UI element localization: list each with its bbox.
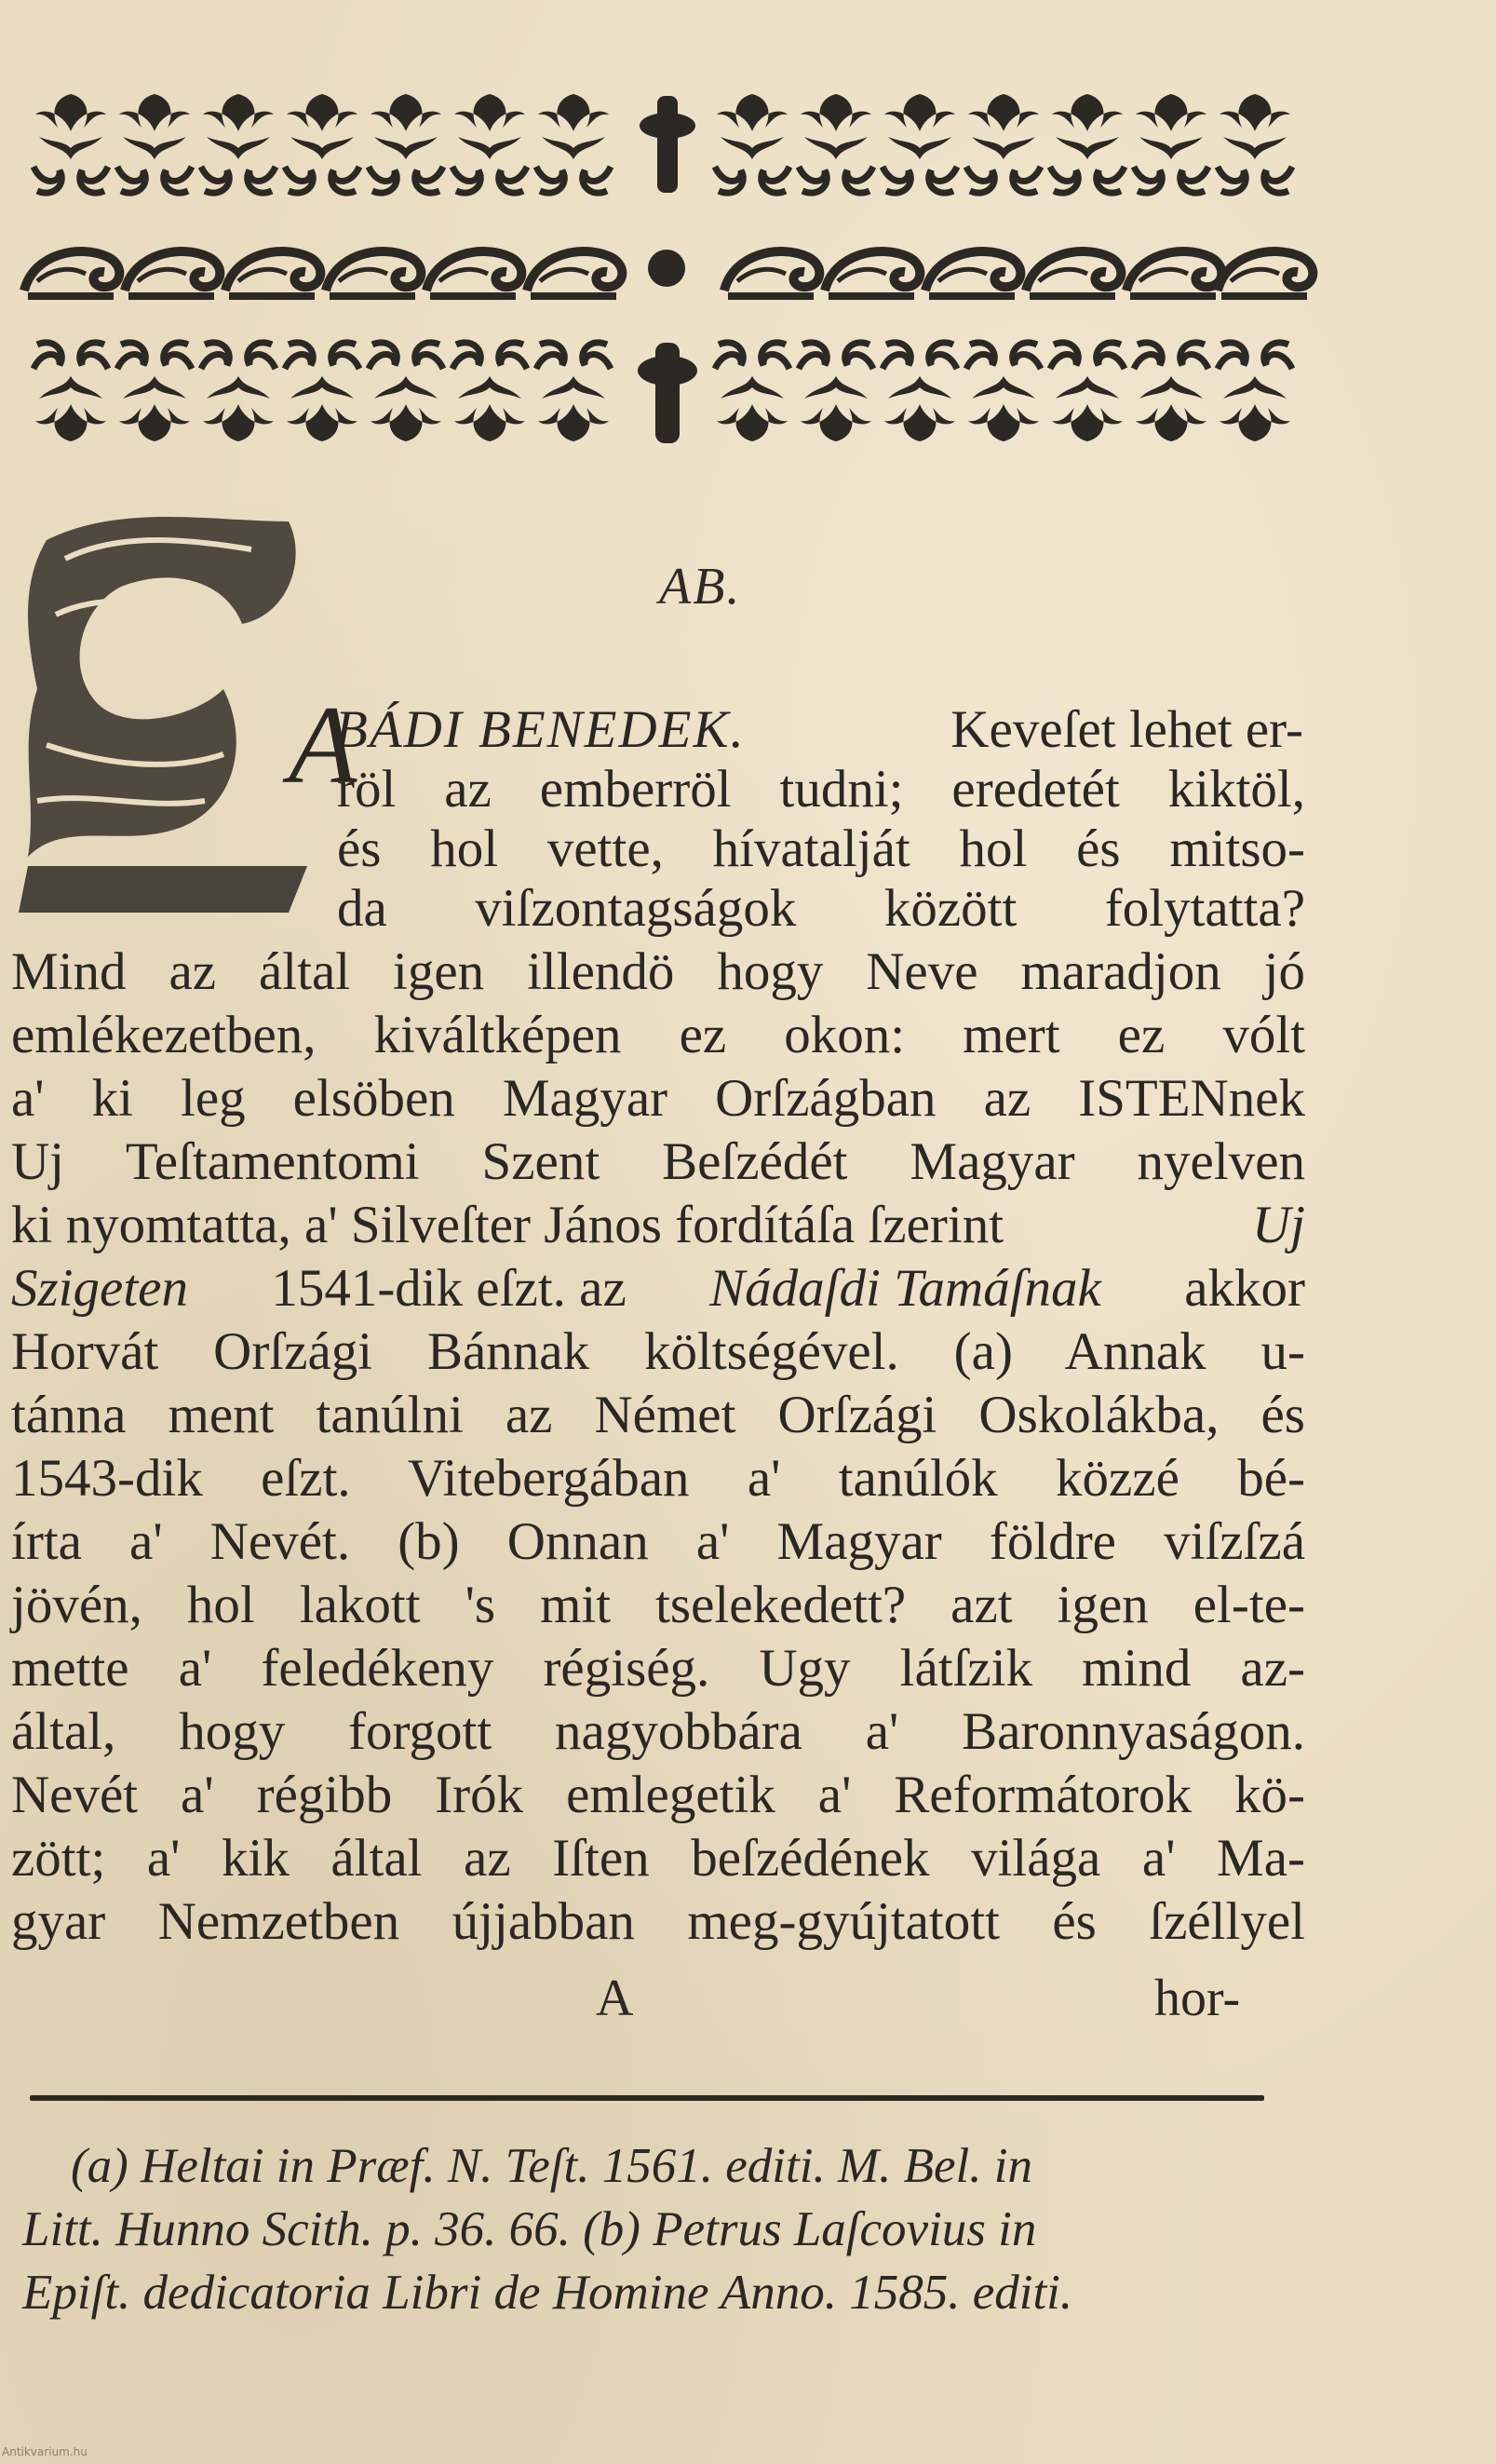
footnote-line: (a) Heltai in Præf. N. Teſt. 1561. editi. M. Bel. in [71, 2139, 1032, 2193]
text-line: által, hogy forgott nagyobbára a' Baronnyaságon. [11, 1702, 1305, 1761]
author-name: BÁDI BENEDEK. [335, 700, 746, 759]
text-span: Uj [1252, 1196, 1305, 1254]
text-line [11, 1259, 1305, 1319]
footnote-line: Litt. Hunno Scith. p. 36. 66. (b) Petrus Laſcovius in [22, 2202, 1037, 2256]
person-name: Nádaſdi Tamáſnak [709, 1259, 1101, 1318]
section-title: AB. [659, 558, 742, 616]
text-line: Uj Teſtamentomi Szent Beſzédét Magyar nyelven [11, 1132, 1305, 1191]
text-line: 1543-dik eſzt. Vitebergában a' tanúlók közzé bé- [11, 1449, 1305, 1508]
text-line [11, 1196, 1305, 1255]
catchword: hor- [1154, 1970, 1241, 2027]
text-line: emlékezetben, kiváltképen ez okon: mert ez vólt [11, 1006, 1305, 1064]
text-line: Nevét a' régibb Irók emlegetik a' Reformátorok kö- [11, 1766, 1305, 1824]
text-line: és hol vette, hívatalját hol és mitso- [337, 819, 1305, 878]
text-span: 1541-dik eſzt. az [271, 1259, 627, 1318]
footnote-rule [30, 2095, 1264, 2101]
text-span: akkor [1184, 1259, 1305, 1318]
footnote-line: Epiſt. dedicatoria Libri de Homine Anno. 1585. editi. [22, 2266, 1073, 2320]
text-span: ki nyomtatta, a' Silveſter János fordítáſa ſzerint [11, 1196, 1004, 1254]
text-line: Horvát Orſzági Bánnak költségével. (a) Annak u- [11, 1322, 1305, 1381]
text-line: gyar Nemzetben újjabban meg-gyújtatott és ſzéllyel [11, 1892, 1305, 1951]
text-line [335, 700, 1303, 760]
watermark: Antikvarium.hu [2, 2445, 88, 2458]
text-line: röl az emberröl tudni; eredetét kiktöl, [337, 760, 1305, 819]
text-line: da viſzontagságok között folytatta? [337, 879, 1305, 938]
text-line: írta a' Nevét. (b) Onnan a' Magyar földre viſzſzá [11, 1512, 1305, 1571]
initial-letter: A [289, 683, 357, 806]
text-line: tánna ment tanúlni az Német Orſzági Oskolákba, és [11, 1386, 1305, 1444]
place-name: Szigeten [11, 1259, 188, 1318]
signature-mark: A [596, 1970, 634, 2027]
text-line: Mind az által igen illendö hogy Neve maradjon jó [11, 942, 1305, 1001]
text-line: jövén, hol lakott 's mit tselekedett? azt igen el-te- [11, 1576, 1305, 1634]
text-line: a' ki leg elsöben Magyar Orſzágban az ISTENnek [11, 1069, 1305, 1128]
text-span: Keveſet lehet er- [950, 700, 1303, 759]
text-line: zött; a' kik által az Iſten beſzédének világa a' Ma- [11, 1829, 1305, 1888]
text-line: mette a' feledékeny régiség. Ugy látſzik mind az- [11, 1639, 1305, 1698]
